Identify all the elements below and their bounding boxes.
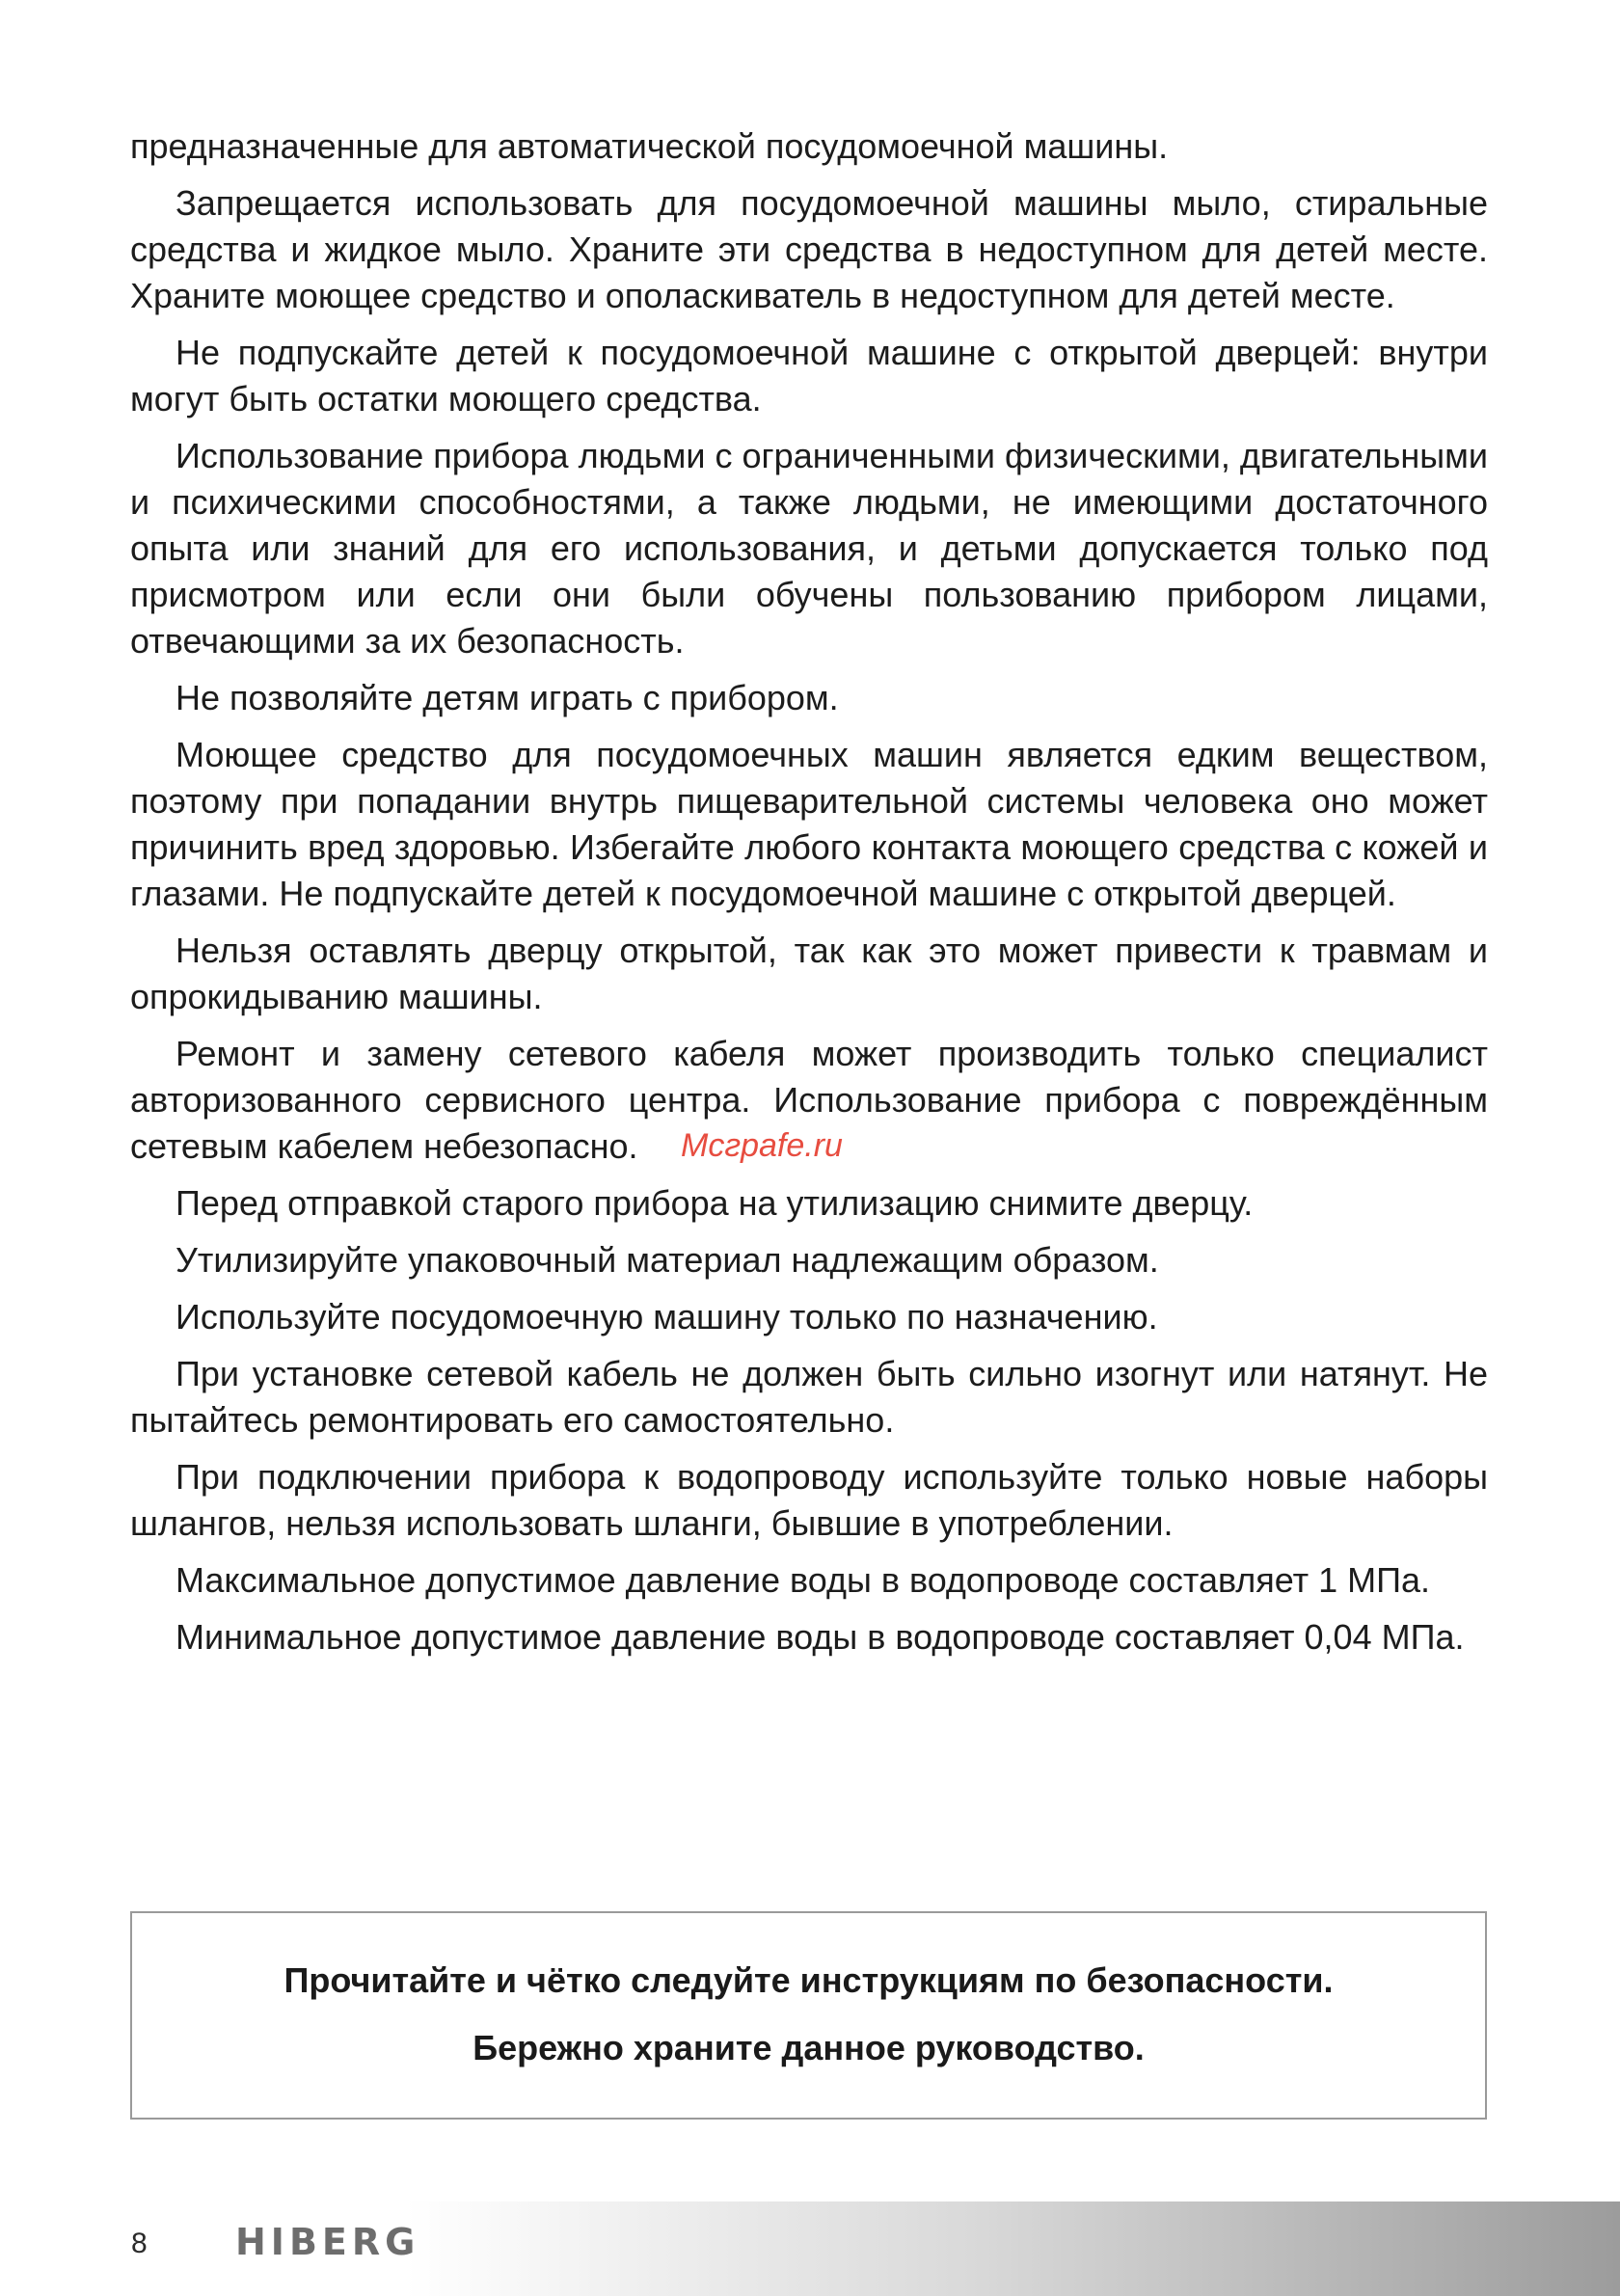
paragraph-1: предназначенные для автоматической посудомоечной машины. [130, 126, 1169, 166]
page-body [130, 123, 1488, 1671]
paragraph-3: Не подпускайте детей к посудомоечной машине с открытой дверцей: внутри могут быть остатки моющего средства. [130, 333, 1488, 419]
brand-logo: HIBERG [235, 2221, 420, 2263]
paragraph-4: Использование прибора людьми с ограниченными физическими, двигательными и психическими способностями, а также людьми, не имеющими достаточного опыта или знаний для его использования, и детьми допускается только под присмотром или если они были обучены пользованию прибором лицами, отвечающими за их безопасность. [130, 436, 1488, 661]
notice-line-2: Бережно храните данное руководство. [472, 2028, 1145, 2067]
page-number: 8 [131, 2228, 148, 2259]
notice-line-1: Прочитайте и чётко следуйте инструкциям по безопасности. [284, 1960, 1334, 2000]
paragraph-2: Запрещается использовать для посудомоечной машины мыло, стиральные средства и жидкое мыло. Храните эти средства в недоступном для детей месте. Храните моющее средство и ополаскиватель в недоступном для детей месте. [130, 183, 1488, 315]
paragraph-15: Минимальное допустимое давление воды в водопроводе составляет 0,04 МПа. [176, 1617, 1465, 1657]
paragraph-11: Используйте посудомоечную машину только по назначению. [176, 1297, 1158, 1337]
paragraph-5: Не позволяйте детям играть с прибором. [176, 678, 839, 717]
paragraph-14: Максимальное допустимое давление воды в водопроводе составляет 1 МПа. [176, 1560, 1431, 1600]
paragraph-7: Нельзя оставлять дверцу открытой, так как это может привести к травмам и опрокидыванию машины. [130, 931, 1488, 1016]
paragraph-13: При подключении прибора к водопроводу используйте только новые наборы шлангов, нельзя использовать шланги, бывшие в употреблении. [130, 1457, 1488, 1543]
paragraph-8: Ремонт и замену сетевого кабеля может производить только специалист авторизованного сервисного центра. Использование прибора с повреждённым сетевым кабелем небезопасно. [130, 1034, 1488, 1166]
paragraph-9: Перед отправкой старого прибора на утилизацию снимите дверцу. [176, 1183, 1254, 1223]
safety-notice-box [130, 1911, 1487, 2120]
paragraph-12: При установке сетевой кабель не должен быть сильно изогнут или натянут. Не пытайтесь ремонтировать его самостоятельно. [130, 1354, 1488, 1440]
paragraph-10: Утилизируйте упаковочный материал надлежащим образом. [176, 1240, 1159, 1280]
paragraph-6: Моющее средство для посудомоечных машин является едким веществом, поэтому при попадании внутрь пищеварительной системы человека оно может причинить вред здоровью. Избегайте любого контакта моющего средства с кожей и глазами. Не подпускайте детей к посудомоечной машине с открытой дверцей. [130, 735, 1488, 913]
page-footer [0, 2201, 1620, 2296]
site-watermark: Mcграfe.ru [681, 1127, 843, 1164]
